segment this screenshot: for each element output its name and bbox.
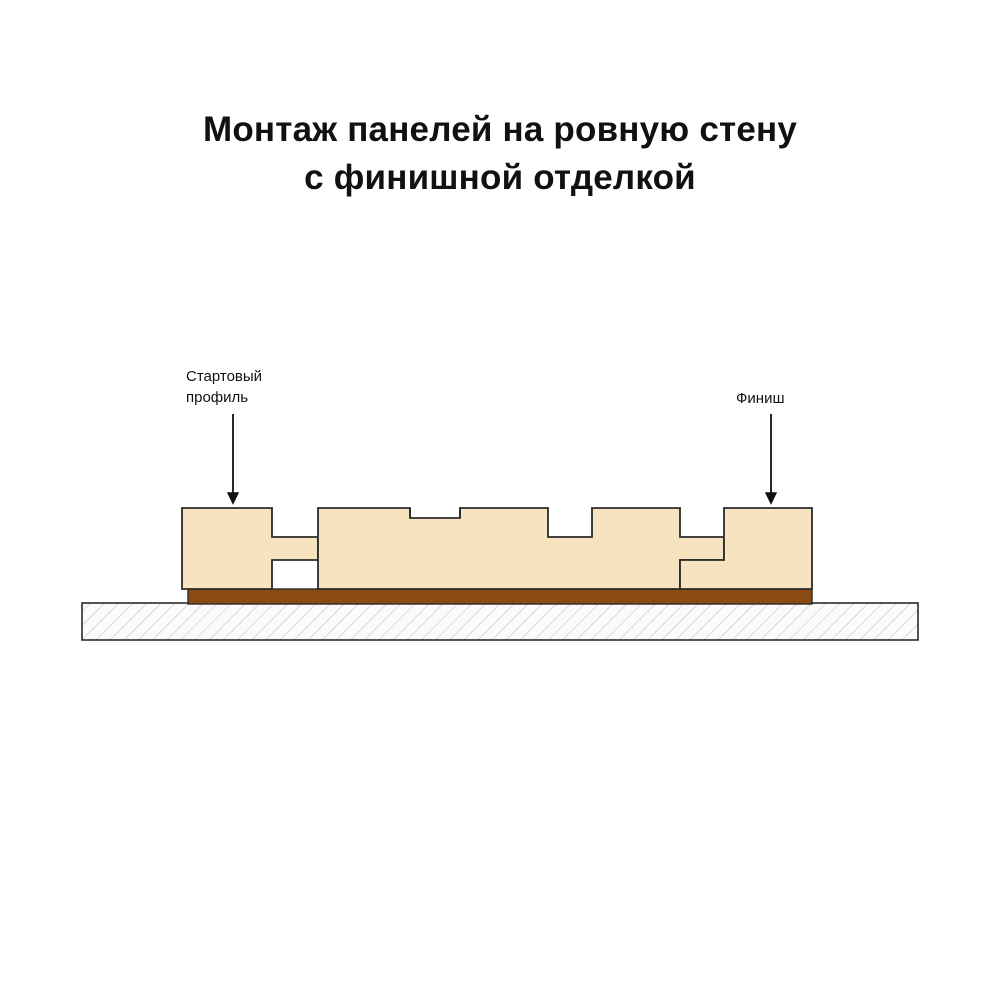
wall-base [82,603,918,640]
callout-label-start-profile-line-2: профиль [186,389,249,406]
title-line-1: Монтаж панелей на ровную стену [202,110,797,149]
panel-profile-cross-section [182,508,812,589]
adhesive-layer [188,589,812,604]
callout-label-start-profile-line-1: Стартовый [186,368,263,385]
callout-label-finish-line-1: Финиш [736,390,785,407]
title-line-2: с финишной отделкой [304,158,696,197]
